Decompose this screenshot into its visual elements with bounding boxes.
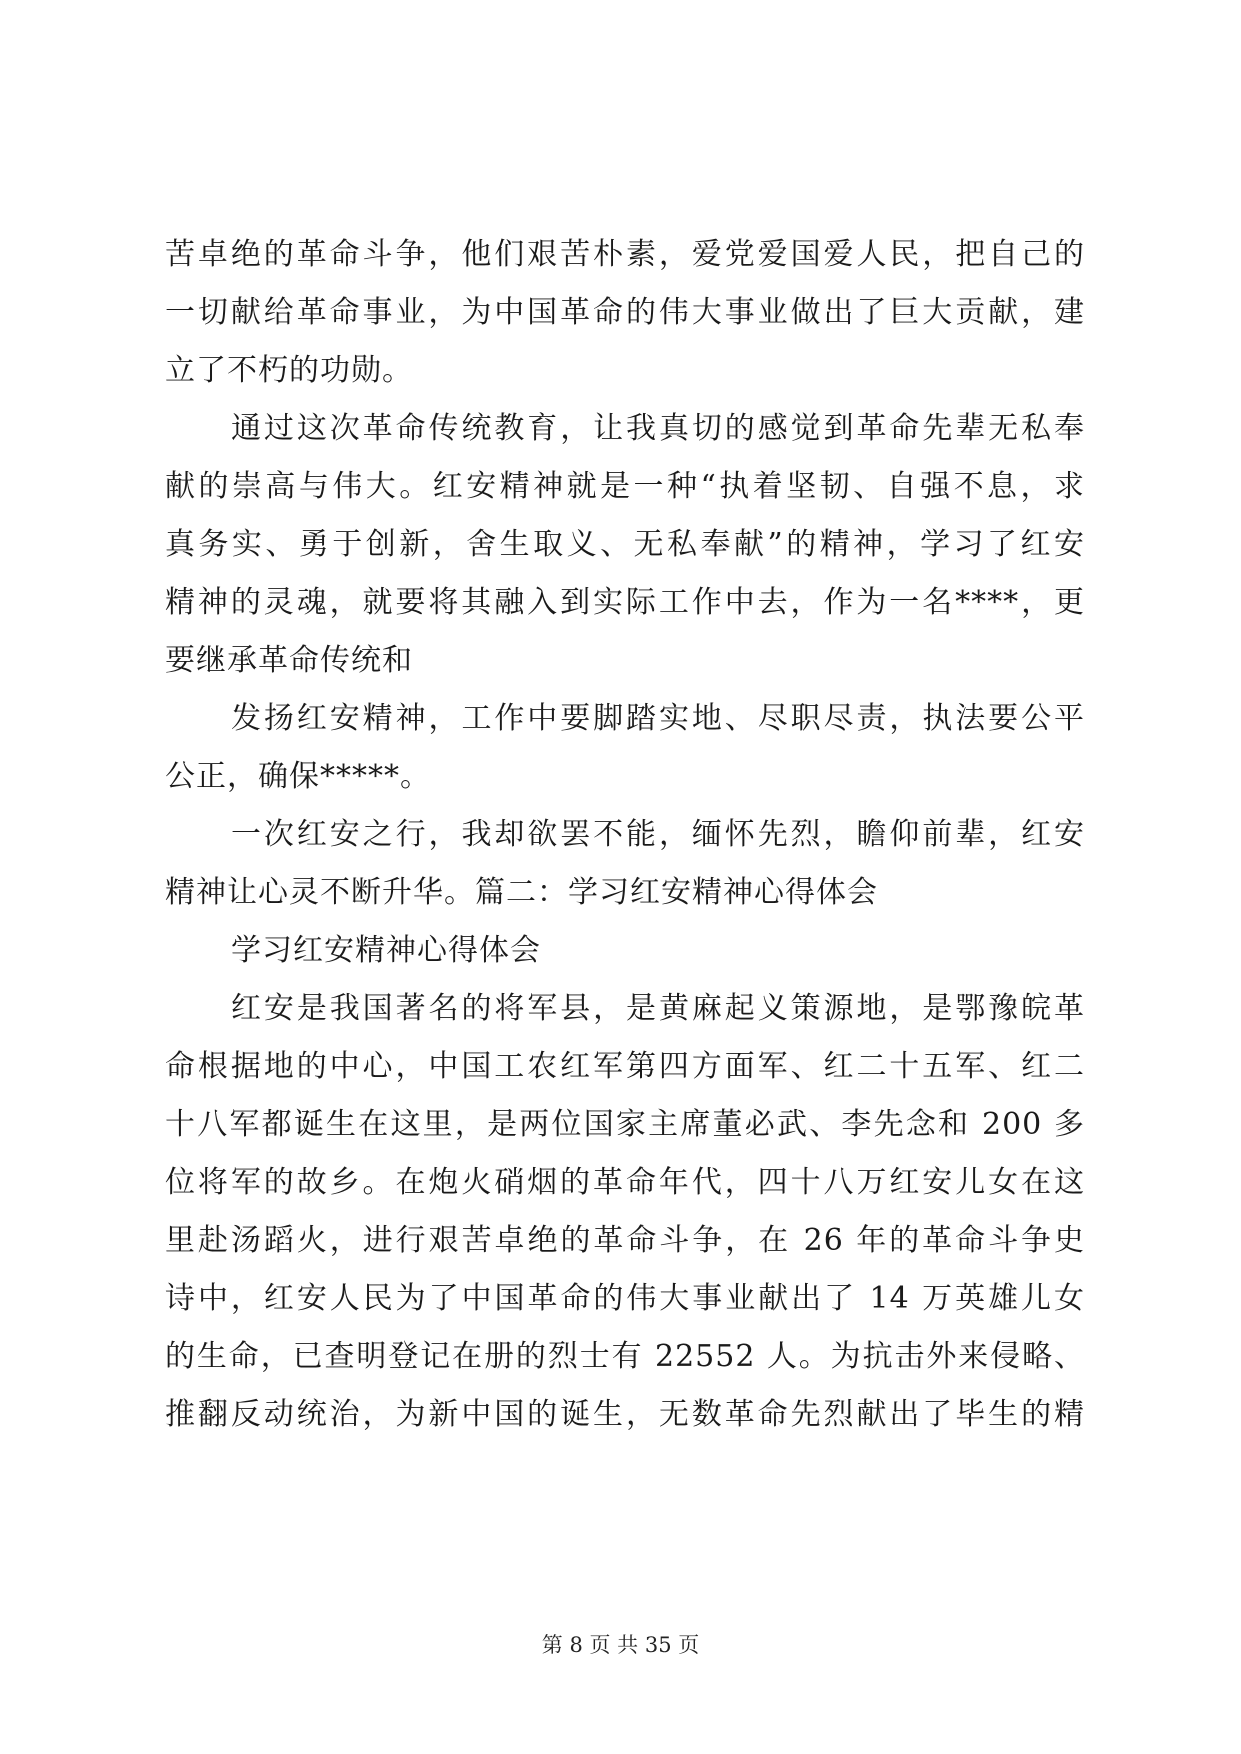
text-line: 要继承革命传统和 <box>165 643 413 678</box>
text-line: 一切献给革命事业，为中国革命的伟大事业做出了巨大贡献，建 <box>165 295 1085 330</box>
section-heading: 学习红安精神心得体会 <box>231 933 541 968</box>
text-line: 通过这次革命传统教育，让我真切的感觉到革命先辈无私奉 <box>231 411 1085 446</box>
text-line: 精神让心灵不断升华。篇二：学习红安精神心得体会 <box>165 875 878 910</box>
text-line: 真务实、勇于创新，舍生取义、无私奉献”的精神，学习了红安 <box>165 527 1085 562</box>
text-line: 立了不朽的功勋。 <box>165 353 413 388</box>
text-line: 苦卓绝的革命斗争，他们艰苦朴素，爱党爱国爱人民，把自己的 <box>165 237 1085 272</box>
text-line: 发扬红安精神，工作中要脚踏实地、尽职尽责，执法要公平 <box>231 701 1085 736</box>
text-line: 献的崇高与伟大。红安精神就是一种“执着坚韧、自强不息，求 <box>165 469 1085 504</box>
text-line: 位将军的故乡。在炮火硝烟的革命年代，四十八万红安儿女在这 <box>165 1165 1085 1200</box>
text-line: 一次红安之行，我却欲罢不能，缅怀先烈，瞻仰前辈，红安 <box>231 817 1085 852</box>
body-text <box>165 226 1085 1444</box>
text-line: 十八军都诞生在这里，是两位国家主席董必武、李先念和 200 多 <box>165 1107 1085 1142</box>
text-line: 红安是我国著名的将军县，是黄麻起义策源地，是鄂豫皖革 <box>231 991 1085 1026</box>
text-line: 里赴汤蹈火，进行艰苦卓绝的革命斗争，在 26 年的革命斗争史 <box>165 1223 1085 1258</box>
text-line: 的生命，已查明登记在册的烈士有 22552 人。为抗击外来侵略、 <box>165 1339 1085 1374</box>
text-line: 推翻反动统治，为新中国的诞生，无数革命先烈献出了毕生的精 <box>165 1397 1085 1432</box>
text-line: 命根据地的中心，中国工农红军第四方面军、红二十五军、红二 <box>165 1049 1085 1084</box>
text-line: 诗中，红安人民为了中国革命的伟大事业献出了 14 万英雄儿女 <box>165 1281 1085 1316</box>
text-line: 公正，确保*****。 <box>165 759 431 794</box>
page-number-footer: 第 8 页 共 35 页 <box>541 1633 700 1657</box>
text-line: 精神的灵魂，就要将其融入到实际工作中去，作为一名****，更 <box>165 585 1085 620</box>
